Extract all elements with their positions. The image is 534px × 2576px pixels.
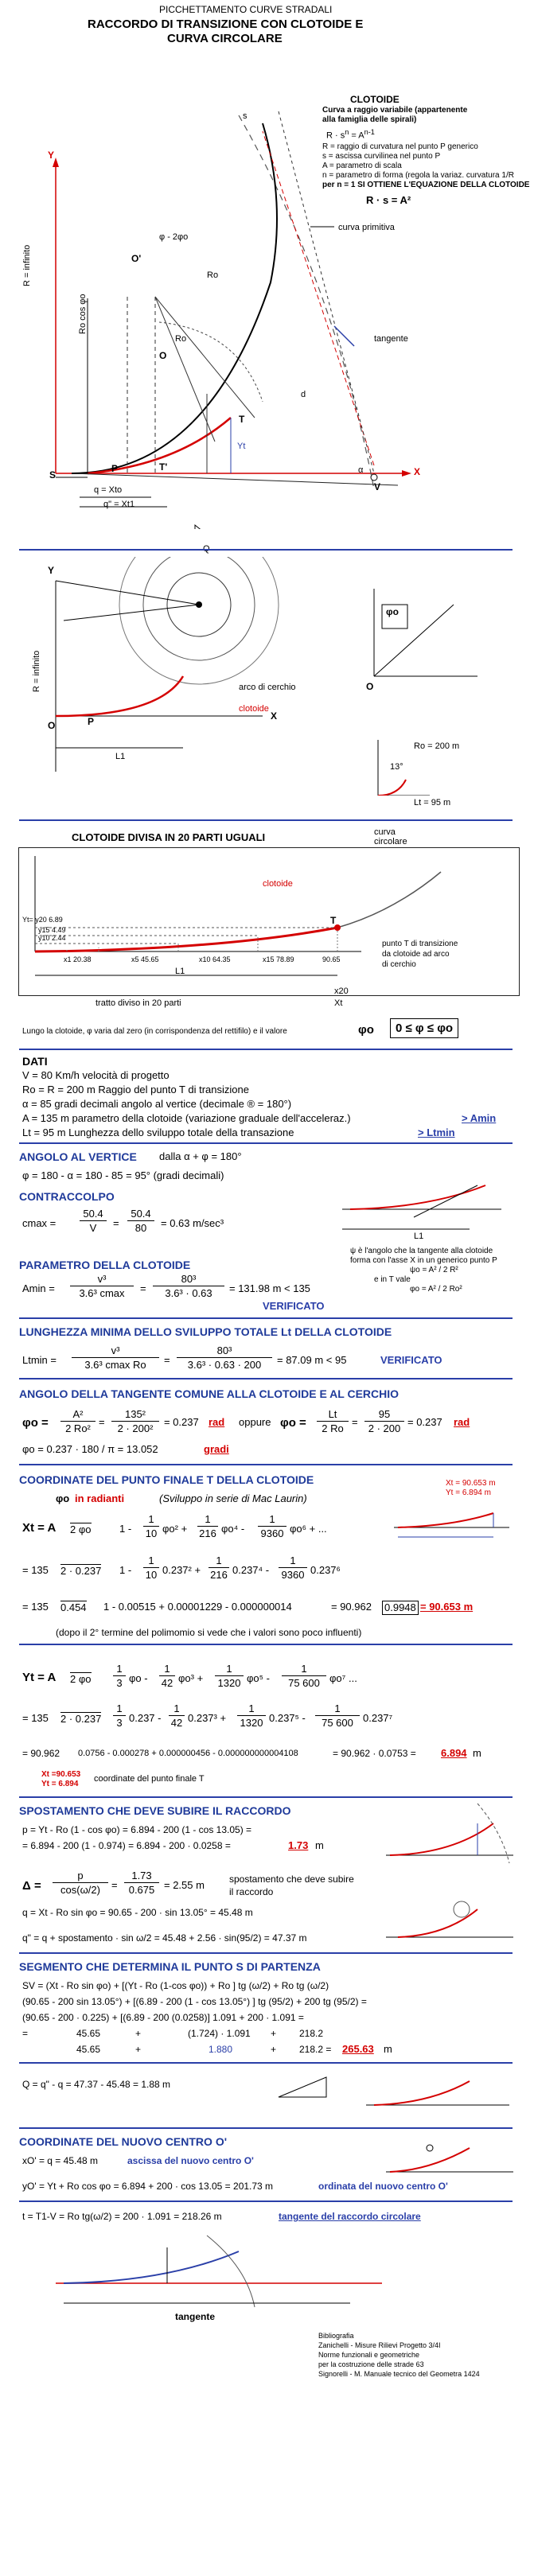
Q-eq: Q = q" - q = 47.37 - 45.48 = 1.88 m: [22, 2079, 171, 2090]
phio-d4: 2 · 200: [368, 1422, 401, 1434]
fig2-arco: arco di cerchio: [239, 683, 296, 692]
tangente-label: tangente: [374, 334, 408, 344]
legend-4: n = parametro di forma (regola la variaz. curvatura 1/R: [322, 171, 514, 180]
fig3-punto1: punto T di transizione: [382, 940, 458, 948]
tangente-label: tangente: [175, 2311, 216, 2322]
phio-lhs: φo =: [22, 1416, 49, 1430]
o-prime-label: O': [131, 253, 142, 264]
ltmin-res: = 87.09 m < 95: [277, 1354, 347, 1366]
y-axis-label: Y: [48, 150, 55, 161]
v-label: V: [374, 481, 381, 492]
range-text: Lungo la clotoide, φ varia dal zero (in corrispondenza del rettifilo) e il valore: [22, 1027, 287, 1036]
phio-n1: A²: [60, 1408, 95, 1422]
phio-res2: = 0.237: [407, 1416, 442, 1428]
biblio-l1: Zanichelli - Misure Rilievi Progetto 3/4I: [318, 2341, 441, 2349]
main-title: RACCORDO DI TRANSIZIONE CON CLOTOIDE E: [88, 18, 364, 31]
r-infinito-label: R = infinito: [22, 244, 32, 286]
q-triangle-label: Q: [203, 544, 210, 554]
seg-c6: =: [22, 2028, 29, 2039]
yt-f42-n: 1: [159, 1663, 175, 1676]
phio-n4: 95: [364, 1408, 404, 1422]
yt-eq-b: φo³ +: [178, 1672, 204, 1684]
angolo-rel: dalla α + φ = 180°: [159, 1150, 242, 1162]
cmax-res: = 0.63 m/sec³: [161, 1217, 224, 1229]
xt-eq2-a: 0.237² +: [162, 1564, 201, 1576]
t-prime-label: T': [159, 461, 168, 473]
dati-l2: Ro = R = 200 m Raggio del punto T di transizione: [22, 1084, 249, 1095]
o-label: O: [159, 350, 167, 361]
fig2-y: Y: [48, 565, 55, 576]
fig2-phi: φo: [386, 606, 399, 617]
res-label: coordinate del punto finale T: [94, 1774, 205, 1784]
xt-eq3-b: 0.9948: [382, 1601, 419, 1615]
amin-n2: 80³: [153, 1273, 224, 1286]
yt-eq2-d: 0.237⁷: [363, 1712, 393, 1724]
cmax-lhs: cmax =: [22, 1217, 57, 1229]
seg-l2: (90.65 - 200 sin 13.05°) + [(6.89 - 200 (1 - cos 13.05°) ] tg (95/2) + 200 tg (95/2) =: [22, 1996, 367, 2007]
fig3-circolare: circolare: [374, 837, 407, 846]
xt-result: = 90.653 m: [420, 1601, 474, 1613]
delta-n2: 1.73: [124, 1870, 159, 1883]
amin-d1: 3.6³ cmax: [79, 1287, 125, 1299]
main-title-2: CURVA CIRCOLARE: [167, 32, 283, 45]
biblio-h: Bibliografia: [318, 2332, 354, 2340]
phio-gradi: gradi: [204, 1443, 229, 1455]
angolo-tang-title: ANGOLO DELLA TANGENTE COMUNE ALLA CLOTOIDE E AL CERCHIO: [19, 1387, 400, 1400]
sp-l2r: 1.73: [288, 1839, 309, 1851]
fig2-ro: Ro = 200 m: [414, 741, 460, 751]
range-phi: φo: [358, 1023, 374, 1037]
seg-l1: SV = (Xt - Ro sin φo) + [(Yt - Ro (1-cos φo)) + Ro ] tg (ω/2) + Ro tg (ω/2): [22, 1980, 329, 1991]
legend-1: R = raggio di curvatura nel punto P generico: [322, 142, 478, 151]
yt-eq2-a: 0.237 -: [129, 1712, 162, 1724]
fig3-tratto: tratto diviso in 20 parti: [95, 998, 181, 1008]
xt-f216-d: 216: [199, 1527, 216, 1539]
ltmin-d2: 3.6³ · 0.63 · 200: [187, 1359, 262, 1371]
p-point-label: P: [111, 463, 119, 474]
def-1: Curva a raggio variabile (appartenente: [322, 106, 468, 115]
yt-eq-c: φo⁵ -: [247, 1672, 270, 1684]
ro-label-2: Ro: [175, 334, 187, 344]
angolo-title: ANGOLO AL VERTICE: [19, 1150, 137, 1163]
centro-y: yO' = Yt + Ro cos φo = 6.894 + 200 · cos 13.05 = 201.73 m: [22, 2181, 274, 2192]
yt-f75600-d: 75 600: [288, 1677, 320, 1689]
d-label: d: [301, 390, 306, 399]
xt-eq2-c: 0.237⁶: [310, 1564, 341, 1576]
xt-eq2-1: 1 -: [119, 1564, 132, 1576]
xt-eq3-sqrt: 0.454: [60, 1601, 87, 1613]
seg-d5: 218.2 =: [299, 2044, 332, 2055]
xt-eq3-a: = 90.962: [331, 1601, 372, 1613]
phio-res1: = 0.237: [164, 1416, 199, 1428]
yt-eq3-c: = 90.962 · 0.0753 =: [333, 1748, 416, 1759]
xt2-f10-d: 10: [145, 1569, 158, 1581]
cmax-eq2: =: [113, 1217, 119, 1229]
yt2-f42-d: 42: [170, 1717, 183, 1729]
range-box: 0 ≤ φ ≤ φo: [390, 1018, 458, 1038]
phio-eq2: =: [352, 1416, 358, 1428]
phio-d1: 2 Ro²: [65, 1422, 91, 1434]
yt-result: 6.894: [441, 1747, 467, 1759]
coord-sub2: in radianti: [75, 1492, 125, 1504]
phio-line2: φo = 0.237 · 180 / π = 13.052: [22, 1443, 158, 1455]
fig3-y10: y10 2.44: [38, 934, 66, 942]
coord-title: COORDINATE DEL PUNTO FINALE T DELLA CLOTOIDE: [19, 1473, 314, 1486]
amin-n1: v³: [70, 1273, 134, 1286]
fig2-r-infinito: R = infinito: [32, 650, 41, 692]
fig3-yt: Yt= y20 6.89: [22, 916, 63, 924]
centro-y-note: ordinata del nuovo centro O': [318, 2181, 448, 2192]
sp-l2: = 6.894 - 200 (1 - 0.974) = 6.894 - 200 · 0.0258 =: [22, 1840, 231, 1851]
tangente-figure: [48, 2228, 398, 2323]
sp-l1: p = Yt - Ro (1 - cos φo) = 6.894 - 200 (1 - cos 13.05) =: [22, 1824, 252, 1835]
delta-d: cos(ω/2): [60, 1884, 100, 1896]
Q-figure: [271, 2065, 517, 2121]
legend-2: s = ascissa curvilinea nel punto P: [322, 152, 441, 161]
seg-c4: +: [271, 2028, 277, 2039]
fig3-x1: x1 20.38: [64, 955, 92, 963]
parametro-title: PARAMETRO DELLA CLOTOIDE: [19, 1259, 191, 1271]
xt-eq2-sqrt: 2 · 0.237: [60, 1565, 102, 1577]
ltmin-lhs: Ltmin =: [22, 1354, 57, 1366]
xt-eq-phi2: φo² +: [162, 1523, 188, 1535]
dati-l4: A = 135 m parametro della clotoide (variazione graduale dell'acceleraz.): [22, 1112, 351, 1124]
amin-ok: VERIFICATO: [263, 1300, 325, 1312]
xt-eq2-b: 0.237⁴ -: [232, 1564, 270, 1576]
note-1: ψ è l'angolo che la tangente alla clotoide: [350, 1247, 493, 1255]
yt-f3-n: 1: [113, 1663, 126, 1676]
delta-note-2: il raccordo: [229, 1886, 274, 1897]
formula-generic: $R \cdot s^n = A^{n-1}$: [326, 128, 375, 141]
biblio-l2: Norme funzionali e geometriche: [318, 2351, 420, 2359]
yt-eq-a: φo -: [129, 1672, 148, 1684]
ltmin-eq: =: [164, 1354, 170, 1366]
yt2-f1320-n: 1: [237, 1702, 266, 1716]
fig3-x5: x5 45.65: [131, 955, 159, 963]
note-3: ψo = A² / 2 R²: [410, 1266, 458, 1274]
phio-rad: rad: [209, 1416, 225, 1428]
fig2-clotoide: clotoide: [239, 704, 269, 714]
ltmin-ok: VERIFICATO: [380, 1354, 442, 1366]
xt-f9360-d: 9360: [260, 1527, 284, 1539]
centro-x-note: ascissa del nuovo centro O': [127, 2155, 254, 2166]
fig3-xt: Xt: [334, 998, 343, 1008]
dati-l1: V = 80 Km/h velocità di progetto: [22, 1069, 170, 1081]
xt-eq-lhs: Xt = A: [22, 1521, 57, 1535]
curva-primitiva-label: curva primitiva: [338, 223, 395, 232]
yt-result-unit: m: [473, 1747, 481, 1759]
q-label: q = Xto: [94, 485, 123, 495]
phio-n3: Lt: [317, 1408, 349, 1422]
yt-f42-d: 42: [161, 1677, 173, 1689]
figure-arc: [0, 557, 534, 796]
seg-c1: 45.65: [76, 2028, 101, 2039]
clotoide-label: CLOTOIDE: [350, 94, 400, 105]
xt-eq-sqrt: 2 φo: [70, 1523, 92, 1535]
fig3-y15: y15 4.49: [38, 926, 66, 934]
tangente-eq: t = T1-V = Ro tg(ω/2) = 200 · 1.091 = 218.26 m: [22, 2211, 222, 2222]
fig3-graph: [19, 848, 517, 994]
coord-sub3: (Sviluppo in serie di Mac Laurin): [159, 1492, 307, 1504]
centro-title: COORDINATE DEL NUOVO CENTRO O': [19, 2135, 228, 2148]
biblio-l4: Signorelli - M. Manuale tecnico del Geometra 1424: [318, 2370, 480, 2378]
fig2-l1: L1: [115, 752, 126, 761]
yt2-f42-n: 1: [169, 1702, 185, 1716]
phi-label: φ - 2φo: [159, 232, 189, 242]
yt-f75600-n: 1: [282, 1663, 326, 1676]
yt2-f1320-d: 1320: [240, 1717, 263, 1729]
sp-l2u: m: [315, 1839, 324, 1851]
coord-note: (dopo il 2° termine del polimomio si vede che i valori sono poco influenti): [56, 1627, 362, 1638]
seg-c5: 218.2: [299, 2028, 324, 2039]
fig3-t: T: [330, 915, 337, 926]
delta-eq: =: [111, 1879, 118, 1891]
yt-f1320-d: 1320: [217, 1677, 241, 1689]
dati-l5b: > Ltmin: [418, 1127, 455, 1138]
fig3-x20: 90.65: [322, 955, 341, 963]
yt-eq2-b: 0.237³ +: [188, 1712, 227, 1724]
res-yt: Yt = 6.894: [41, 1780, 79, 1788]
xt-eq3-lhs: = 135: [22, 1601, 49, 1613]
note-4: e in T vale: [374, 1275, 411, 1284]
qq-label: q" = Xt1: [103, 500, 135, 509]
coord-ytv: Yt = 6.894 m: [446, 1488, 491, 1497]
ro-label-1: Ro: [207, 270, 219, 280]
fig2-deg: 13°: [390, 762, 403, 772]
q-eq: q = Xt - Ro sin φo = 90.65 - 200 · sin 13.05° = 45.48 m: [22, 1907, 253, 1918]
ltmin-n1: v³: [72, 1344, 159, 1358]
fig3-title: CLOTOIDE DIVISA IN 20 PARTI UGUALI: [72, 831, 266, 843]
yt-eq2-lhs: = 135: [22, 1712, 49, 1724]
seg-d4: +: [271, 2044, 277, 2055]
amin-lhs: Amin =: [22, 1282, 55, 1294]
fig3-l1: L1: [175, 967, 185, 976]
seg-d3: 1.880: [209, 2044, 233, 2055]
xt2-f10-n: 1: [143, 1555, 159, 1568]
phio-d2: 2 · 200²: [117, 1422, 154, 1434]
xt-f10-d: 10: [145, 1527, 158, 1539]
delta-n: p: [53, 1870, 108, 1883]
legend-5: per n = 1 SI OTTIENE L'EQUAZIONE DELLA CLOTOIDE: [322, 181, 530, 189]
xt2-f9360-n: 1: [279, 1555, 307, 1568]
xt2-f9360-d: 9360: [281, 1569, 305, 1581]
yt-eq-sqrt: 2 φo: [70, 1673, 92, 1685]
amin-res: = 131.98 m < 135: [229, 1282, 310, 1294]
xt-f10-n: 1: [143, 1513, 159, 1527]
figure-clotoide-main: [0, 44, 534, 529]
dati-l5: Lt = 95 m Lunghezza dello sviluppo totale della transazione: [22, 1127, 294, 1138]
note-2: forma con l'asse X in un generico punto P: [350, 1256, 497, 1265]
dati-l3: α = 85 gradi decimali angolo al vertice (decimale ® = 180°): [22, 1098, 292, 1110]
yt-f3-d: 3: [116, 1677, 123, 1689]
ltmin-d1: 3.6³ cmax Ro: [84, 1359, 146, 1371]
phio-rad-2: rad: [454, 1416, 470, 1428]
delta-res: = 2.55 m: [164, 1879, 205, 1891]
t-point-label: T: [239, 414, 245, 425]
clotoide-formula: R · s = A²: [366, 194, 411, 206]
xt-f216-n: 1: [197, 1513, 218, 1527]
coord-figure: [390, 1496, 517, 1543]
seg-d7: m: [384, 2043, 392, 2055]
fig3-punto3: di cerchio: [382, 960, 416, 969]
yt-eq3-series: 0.0756 - 0.000278 + 0.000000456 - 0.000000000004108: [78, 1749, 298, 1758]
seg-l3: (90.65 - 200 · 0.225) + [(6.89 - 200 (0.0258)] 1.091 + 200 · 1.091 =: [22, 2012, 304, 2023]
xt-eq-phi6: φo⁶ + ...: [290, 1523, 327, 1535]
lunghezza-title: LUNGHEZZA MINIMA DELLO SVILUPPO TOTALE Lt DELLA CLOTOIDE: [19, 1325, 392, 1338]
yt2-f3-n: 1: [113, 1702, 126, 1716]
legend-3: A = parametro di scala: [322, 161, 402, 170]
x-axis-label: X: [414, 466, 421, 477]
delta-lhs: Δ =: [22, 1879, 41, 1893]
fig3-clotoide: clotoide: [263, 879, 293, 889]
top-title: PICCHETTAMENTO CURVE STRADALI: [159, 4, 333, 15]
fig2-o: O: [48, 720, 56, 731]
spostamento-figure: [382, 1800, 517, 1871]
yt-f1320-n: 1: [215, 1663, 244, 1676]
def-2: alla famiglia delle spirali): [322, 115, 417, 124]
fig3-curva: curva: [374, 827, 396, 837]
dati-title: DATI: [22, 1055, 48, 1068]
fig3-punto2: da clotoide ad arco: [382, 950, 450, 959]
xt-f9360-n: 1: [258, 1513, 286, 1527]
qq-eq: q" = q + spostamento · sin ω/2 = 45.48 + 2.56 · sin(95/2) = 47.37 m: [22, 1932, 307, 1944]
spostamento-title: SPOSTAMENTO CHE DEVE SUBIRE IL RACCORDO: [19, 1804, 291, 1817]
phio-eq: =: [99, 1416, 105, 1428]
biblio-l3: per la costruzione delle strade 63: [318, 2360, 424, 2368]
contraccolpo-figure: [334, 1169, 509, 1241]
amin-eq: =: [140, 1282, 146, 1294]
segmento-title: SEGMENTO CHE DETERMINA IL PUNTO S DI PARTENZA: [19, 1960, 321, 1973]
s-label: s: [243, 111, 248, 121]
xt-eq-phi4: φo⁴ -: [221, 1523, 245, 1535]
yt-label: Yt: [237, 442, 246, 451]
yt2-f3-d: 3: [116, 1717, 123, 1729]
yt-eq3-lhs: = 90.962: [22, 1748, 60, 1759]
centro-x: xO' = q = 45.48 m: [22, 2155, 99, 2166]
contraccolpo-l1: L1: [414, 1232, 424, 1241]
yt-eq2-sqrt: 2 · 0.237: [60, 1713, 102, 1725]
note-5: φo = A² / 2 Ro²: [410, 1285, 462, 1294]
phio-n2: 135²: [111, 1408, 159, 1422]
xt2-f216-d: 216: [210, 1569, 228, 1581]
coord-xtv: Xt = 90.653 m: [446, 1479, 496, 1488]
fig2-p: P: [88, 716, 95, 727]
fig2-x: X: [271, 710, 278, 722]
yt2-f75600-d: 75 600: [322, 1717, 353, 1729]
delta-d2: 0.675: [128, 1884, 155, 1896]
fig3-x20b: x20: [334, 986, 349, 996]
yt2-f75600-n: 1: [315, 1702, 360, 1716]
fig2-lt: Lt = 95 m: [414, 798, 451, 807]
yt-eq-lhs: Yt = A: [22, 1671, 57, 1684]
delta-note-1: spostamento che deve subire: [229, 1874, 354, 1885]
contraccolpo-title: CONTRACCOLPO: [19, 1190, 115, 1203]
seg-d2: +: [135, 2044, 142, 2055]
seg-d6: 265.63: [342, 2043, 374, 2055]
res-xt: Xt =90.653: [41, 1770, 81, 1779]
ro-cos-label: Ro cos φo: [78, 294, 88, 334]
seg-d1: 45.65: [76, 2044, 101, 2055]
fig3-x15: x15 78.89: [263, 955, 294, 963]
dati-l4b: > Amin: [462, 1112, 497, 1124]
amin-d2: 3.6³ · 0.63: [165, 1287, 212, 1299]
tangente-note: tangente del raccordo circolare: [279, 2211, 421, 2222]
cmax-n2: 50.4: [127, 1208, 154, 1221]
cmax-n1: 50.4: [80, 1208, 107, 1221]
phio-oppure: oppure: [239, 1416, 271, 1428]
cmax-d2: 80: [134, 1222, 147, 1234]
q-figure: [382, 1893, 517, 1957]
yt-eq2-c: 0.237⁵ -: [269, 1712, 306, 1724]
fig3-x10: x10 64.35: [199, 955, 231, 963]
phio-d3: 2 Ro: [322, 1422, 344, 1434]
s-point-label: S: [49, 469, 57, 481]
fig2-o2: O: [366, 681, 374, 692]
xt-eq3-series: 1 - 0.00515 + 0.00001229 - 0.000000014: [103, 1601, 292, 1613]
angolo-eq: φ = 180 - α = 180 - 85 = 95° (gradi decimali): [22, 1169, 224, 1181]
yt-eq-d: φo⁷ ...: [329, 1672, 357, 1684]
cmax-d1: V: [89, 1222, 97, 1234]
xt-eq-1: 1 -: [119, 1523, 132, 1535]
xt2-f216-n: 1: [209, 1555, 229, 1568]
ltmin-n2: 80³: [177, 1344, 272, 1358]
seg-c3: (1.724) · 1.091: [188, 2028, 251, 2039]
alpha-label: α: [358, 465, 364, 475]
phio-lhs-2: φo =: [280, 1416, 306, 1430]
xt-eq2-lhs: = 135: [22, 1564, 49, 1576]
coord-sub1: φo: [56, 1492, 70, 1504]
seg-c2: +: [135, 2028, 142, 2039]
